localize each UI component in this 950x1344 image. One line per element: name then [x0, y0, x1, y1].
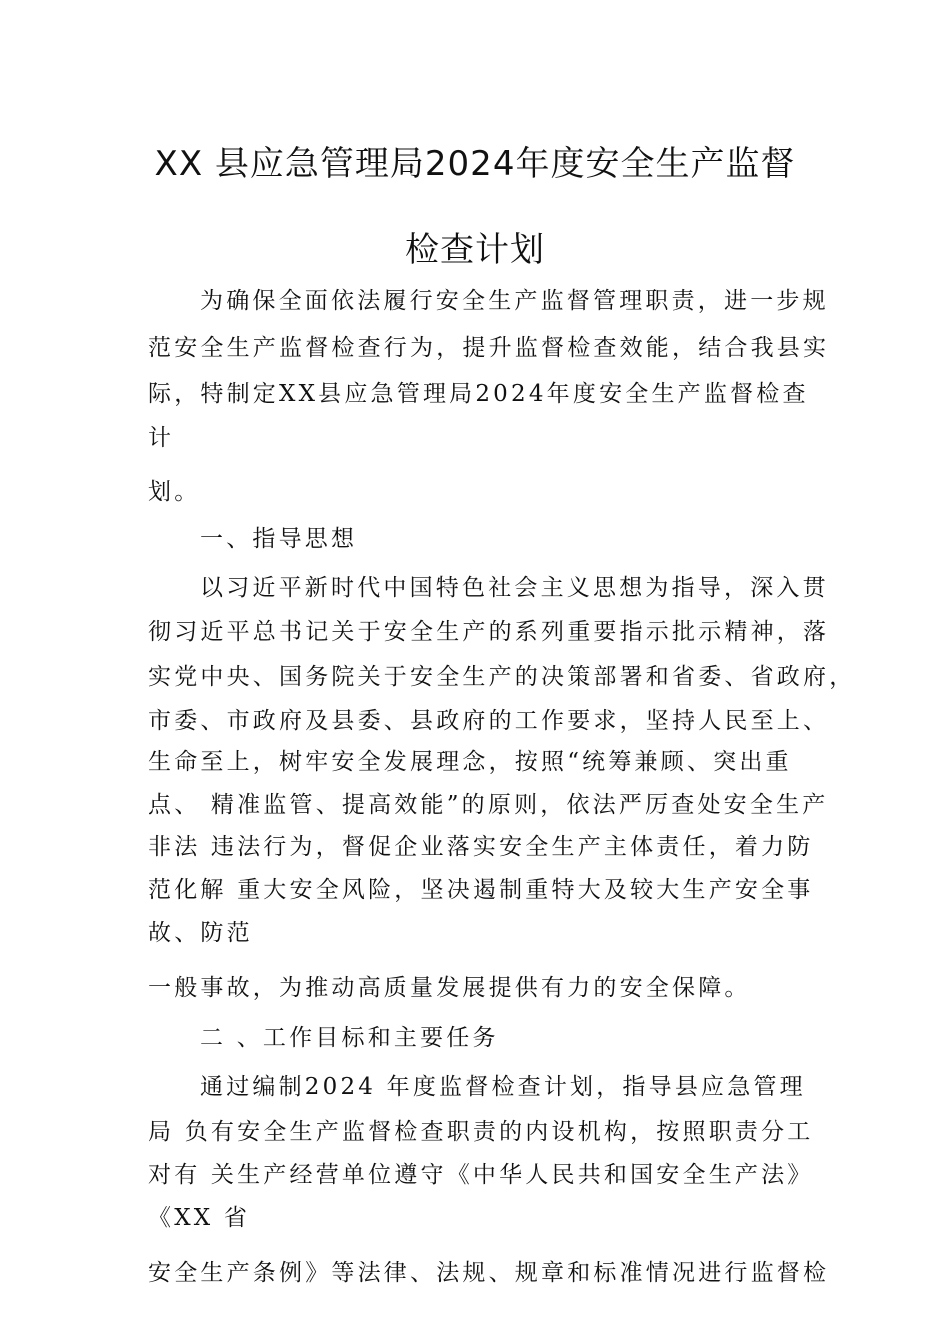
document-title-line-1: XX 县应急管理局2024年度安全生产监督: [154, 144, 796, 184]
paragraph-line: 实党中央、国务院关于安全生产的决策部署和省委、省政府，: [148, 664, 856, 690]
paragraph-line: 计: [148, 425, 175, 451]
paragraph-line: 为确保全面依法履行安全生产监督管理职责，进一步规: [200, 288, 829, 314]
paragraph-line: 通过编制2024 年度监督检查计划，指导县应急管理: [200, 1074, 806, 1100]
paragraph-line: 一般事故，为推动高质量发展提供有力的安全保障。: [148, 975, 751, 1001]
paragraph-line: 生命至上，树牢安全发展理念，按照“统筹兼顾、突出重: [148, 749, 792, 775]
paragraph-line: 范安全生产监督检查行为，提升监督检查效能，结合我县实: [148, 335, 830, 361]
paragraph-line: 际，特制定XX县应急管理局2024年度安全生产监督检查: [148, 381, 809, 407]
paragraph-line: 划。: [148, 479, 201, 505]
document-title-line-2: 检查计划: [405, 230, 545, 270]
section-heading: 一、指导思想: [200, 526, 358, 552]
section-heading: 二 、工作目标和主要任务: [200, 1025, 499, 1051]
paragraph-line: 以习近平新时代中国特色社会主义思想为指导，深入贯: [200, 575, 829, 601]
paragraph-line: 对有 关生产经营单位遵守《中华人民共和国安全生产法》: [148, 1162, 814, 1188]
paragraph-line: 安全生产条例》等法律、法规、规章和标准情况进行监督检: [148, 1260, 830, 1286]
paragraph-line: 范化解 重大安全风险，坚决遏制重特大及较大生产安全事: [148, 877, 814, 903]
paragraph-line: 局 负有安全生产监督检查职责的内设机构，按照职责分工: [148, 1119, 814, 1145]
paragraph-line: 故、防范: [148, 920, 253, 946]
paragraph-line: 彻习近平总书记关于安全生产的系列重要指示批示精神，落: [148, 619, 830, 645]
paragraph-line: 点、 精准监管、提高效能”的原则，依法严厉查处安全生产: [148, 792, 829, 818]
paragraph-line: 市委、市政府及县委、县政府的工作要求，坚持人民至上、: [148, 708, 830, 734]
paragraph-line: 非法 违法行为，督促企业落实安全生产主体责任，着力防: [148, 834, 814, 860]
paragraph-line: 《XX 省: [148, 1205, 251, 1231]
